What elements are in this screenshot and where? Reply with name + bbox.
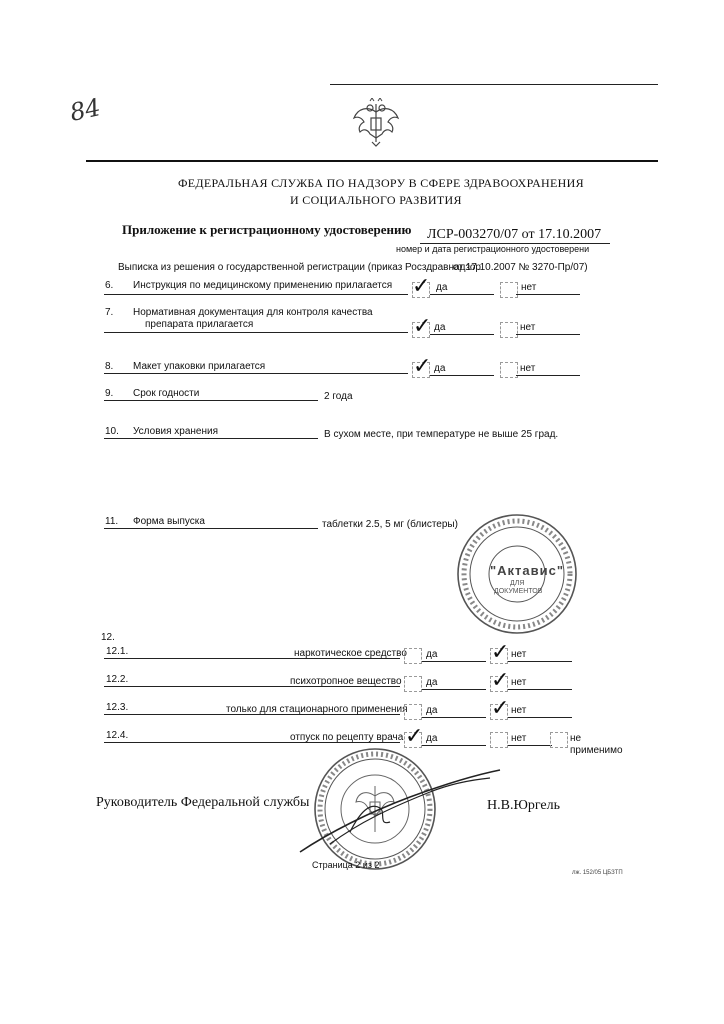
item-11-value: таблетки 2.5, 5 мг (блистеры) xyxy=(322,519,458,530)
item-12-4-label: отпуск по рецепту врача xyxy=(290,732,404,743)
item-7-label-line2: препарата прилагается xyxy=(145,319,254,330)
item-12-1-yes-checkbox[interactable] xyxy=(404,648,422,664)
item-11-number: 11. xyxy=(105,516,119,527)
form-code: лж. 152/05 ЦБЗТП xyxy=(572,870,623,876)
item-7-no-checkbox[interactable] xyxy=(500,322,518,338)
item-11-label: Форма выпуска xyxy=(133,516,205,527)
item-12-1-no-label: нет xyxy=(511,649,527,660)
item-6-rule xyxy=(104,294,408,295)
item-12-1-yes-rule xyxy=(422,661,486,662)
item-12-4-number: 12.4. xyxy=(106,730,129,741)
item-12-4-check-icon: ✓ xyxy=(405,724,424,749)
item-8-number: 8. xyxy=(105,361,114,372)
item-7-no-label: нет xyxy=(520,322,536,333)
agency-title-line2: И СОЦИАЛЬНОГО РАЗВИТИЯ xyxy=(290,193,462,207)
coat-of-arms-emblem xyxy=(350,98,402,148)
item-12-3-yes-label: да xyxy=(426,705,438,716)
item-8-no-rule xyxy=(516,375,580,376)
item-12-1-no-rule xyxy=(508,661,572,662)
item-10-rule xyxy=(104,438,318,439)
item-12-2-yes-rule xyxy=(422,689,486,690)
item-12-1-label: наркотическое средство xyxy=(294,648,407,659)
item-12-2-number: 12.2. xyxy=(106,674,129,685)
item-6-label: Инструкция по медицинскому применению прилагается xyxy=(133,280,393,291)
item-7-check-icon: ✓ xyxy=(413,314,432,339)
item-10-number: 10. xyxy=(105,426,119,437)
signatory-title: Руководитель Федеральной службы xyxy=(96,795,310,810)
item-12-2-yes-label: да xyxy=(426,677,438,688)
item-6-no-checkbox[interactable] xyxy=(500,282,518,298)
registration-caption: номер и дата регистрационного удостоверени xyxy=(396,244,590,254)
item-12-1-yes-label: да xyxy=(426,649,438,660)
item-12-1-check-icon: ✓ xyxy=(491,640,510,665)
registration-number-date: ЛСР-003270/07 от 17.10.2007 xyxy=(427,227,602,242)
signature-scribble xyxy=(290,752,510,862)
item-6-yes-label: да xyxy=(436,282,448,293)
item-12-3-no-rule xyxy=(508,717,572,718)
company-stamp-sub2: ДОКУМЕНТОВ xyxy=(494,588,543,595)
item-8-label: Макет упаковки прилагается xyxy=(133,361,266,372)
item-12-2-label: психотропное вещество xyxy=(290,676,402,687)
item-8-check-icon: ✓ xyxy=(413,354,432,379)
item-6-no-rule xyxy=(516,294,580,295)
item-8-rule xyxy=(104,373,408,374)
item-9-value: 2 года xyxy=(324,391,353,402)
item-12-3-check-icon: ✓ xyxy=(491,696,510,721)
item-12-4-no-rule xyxy=(508,745,552,746)
item-12-2-no-rule xyxy=(508,689,572,690)
item-12-3-no-label: нет xyxy=(511,705,527,716)
item-12-number: 12. xyxy=(101,632,115,643)
item-7-number: 7. xyxy=(105,307,114,318)
item-6-number: 6. xyxy=(105,280,114,291)
item-7-no-rule xyxy=(516,334,580,335)
page-number: Страница 2 из 2 xyxy=(312,860,380,870)
item-8-yes-rule xyxy=(430,375,494,376)
item-7-rule xyxy=(104,332,408,333)
extract-order: от 17.10.2007 № 3270-Пр/07) xyxy=(453,262,588,273)
item-12-4-na-label-line2: применимо xyxy=(570,745,623,756)
item-6-no-label: нет xyxy=(521,282,537,293)
item-7-label-line1: Нормативная документация для контроля качества xyxy=(133,307,373,318)
item-8-yes-label: да xyxy=(434,363,446,374)
item-12-4-no-label: нет xyxy=(511,733,527,744)
item-12-2-check-icon: ✓ xyxy=(491,668,510,693)
item-6-check-icon: ✓ xyxy=(412,274,431,299)
item-9-number: 9. xyxy=(105,388,114,399)
item-9-label: Срок годности xyxy=(133,388,200,399)
item-9-rule xyxy=(104,400,318,401)
item-12-2-yes-checkbox[interactable] xyxy=(404,676,422,692)
item-12-4-na-checkbox[interactable] xyxy=(550,732,568,748)
item-12-4-na-label-line1: не xyxy=(570,733,582,744)
item-12-4-no-checkbox[interactable] xyxy=(490,732,508,748)
appendix-label: Приложение к регистрационному удостоверению xyxy=(122,222,412,237)
item-10-label: Условия хранения xyxy=(133,426,219,437)
header-rule xyxy=(86,160,658,162)
item-10-value: В сухом месте, при температуре не выше 25 град. xyxy=(324,429,559,440)
top-rule xyxy=(330,84,658,85)
margin-note: 84 xyxy=(67,93,104,127)
company-stamp-name: "Актавис" xyxy=(490,563,565,578)
item-8-no-label: нет xyxy=(520,363,536,374)
item-7-yes-label: да xyxy=(434,322,446,333)
company-stamp-sub1: ДЛЯ xyxy=(510,580,525,587)
item-11-rule xyxy=(104,528,318,529)
item-12-3-yes-rule xyxy=(422,717,486,718)
item-12-3-label: только для стационарного применения xyxy=(226,704,408,715)
item-12-4-yes-label: да xyxy=(426,733,438,744)
item-12-3-number: 12.3. xyxy=(106,702,129,713)
item-7-yes-rule xyxy=(430,334,494,335)
item-12-2-no-label: нет xyxy=(511,677,527,688)
extract-text: Выписка из решения о государственной регистрации (приказ Росздравнадзор xyxy=(118,262,481,273)
item-12-1-number: 12.1. xyxy=(106,646,129,657)
item-6-yes-rule xyxy=(430,294,494,295)
signatory-name: Н.В.Юргель xyxy=(487,798,560,813)
item-12-3-yes-checkbox[interactable] xyxy=(404,704,422,720)
agency-title-line1: ФЕДЕРАЛЬНАЯ СЛУЖБА ПО НАДЗОРУ В СФЕРЕ ЗДРАВООХРАНЕНИЯ xyxy=(178,176,584,190)
